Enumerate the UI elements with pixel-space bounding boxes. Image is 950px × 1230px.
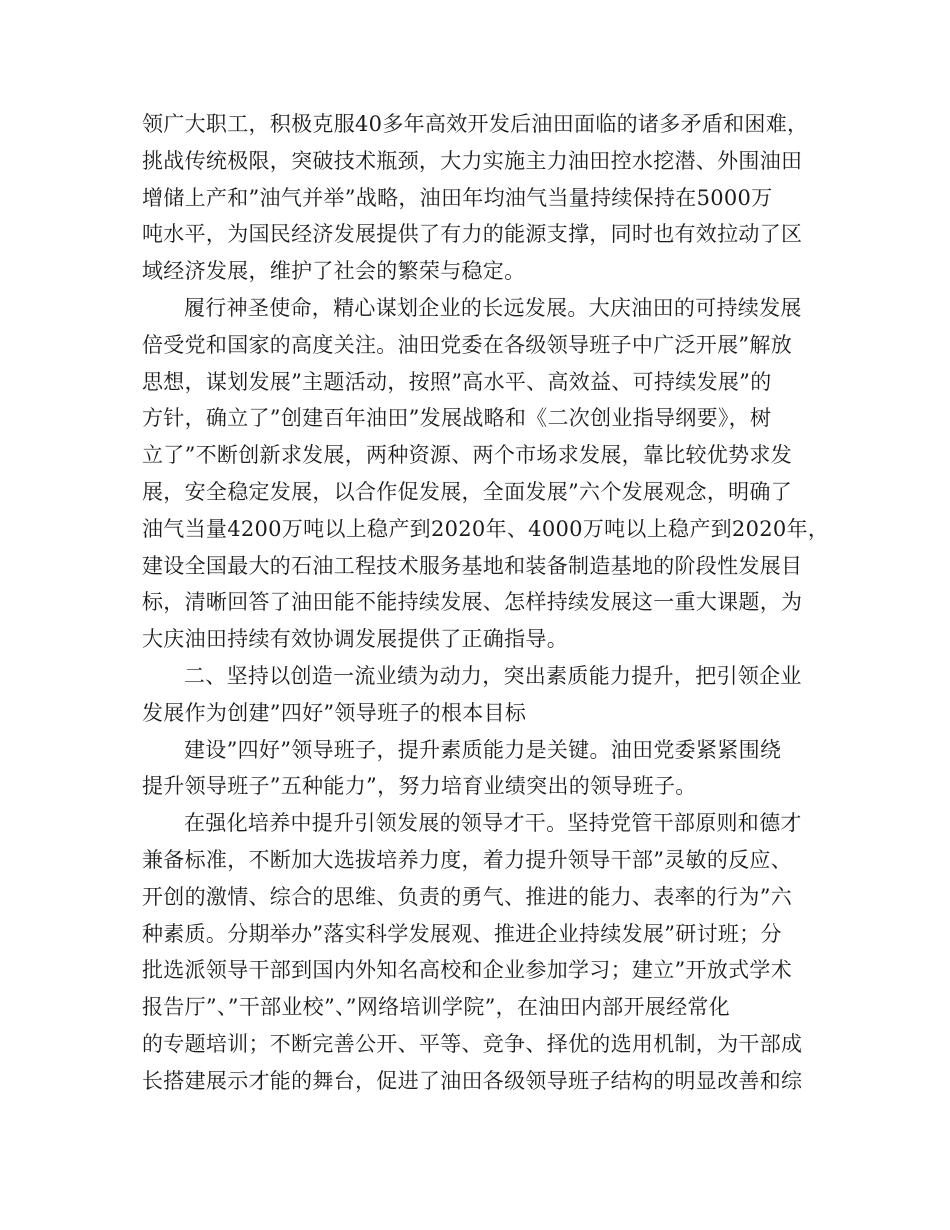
body-text (142, 106, 830, 1100)
section-heading-line: 二、坚持以创造一流业绩为动力，突出素质能力提升，把引领企业 (184, 663, 802, 688)
text-line: 倍受党和国家的高度关注。油田党委在各级领导班子中广泛开展”解放 (142, 332, 793, 357)
text-line: 领广大职工，积极克服40多年高效开发后油田面临的诸多矛盾和困难， (142, 112, 809, 136)
paragraph-start-line: 在强化培养中提升引领发展的领导才干。坚持党管干部原则和德才 (184, 811, 802, 836)
text-line: 标，清晰回答了油田能不能持续发展、怎样持续发展这一重大课题，为 (142, 590, 803, 615)
text-line: 展，安全稳定发展，以合作促发展，全面发展”六个发展观念，明确了 (142, 479, 793, 504)
text-line: 域经济发展，维护了社会的繁荣与稳定。 (142, 259, 526, 284)
text-line: 建设全国最大的石油工程技术服务基地和装备制造基地的阶段性发展目 (142, 553, 803, 578)
text-line: 种素质。分期举办”落实科学发展观、推进企业持续发展”研讨班；分 (142, 921, 782, 946)
text-line: 长搭建展示才能的舞台，促进了油田各级领导班子结构的明显改善和综 (142, 1068, 803, 1093)
text-line: 油气当量4200万吨以上稳产到2020年、4000万吨以上稳产到2020年， (142, 516, 830, 541)
text-line: 的专题培训；不断完善公开、平等、竞争、择优的选用机制，为干部成 (142, 1031, 803, 1056)
text-line: 吨水平，为国民经济发展提供了有力的能源支撑，同时也有效拉动了区 (142, 222, 803, 247)
text-line: 立了”不断创新求发展，两种资源、两个市场求发展，靠比较优势求发 (142, 443, 793, 468)
text-line: 思想，谋划发展”主题活动，按照”高水平、高效益、可持续发展”的 (142, 369, 772, 394)
text-line: 增储上产和”油气并举”战略，油田年均油气当量持续保持在5000万 (142, 185, 773, 210)
paragraph-start-line: 履行神圣使命，精心谋划企业的长远发展。大庆油田的可持续发展 (184, 295, 802, 320)
text-line: 开创的激情、综合的思维、负责的勇气、推进的能力、表率的行为”六 (142, 884, 793, 909)
text-line: 提升领导班子”五种能力”，努力培育业绩突出的领导班子。 (142, 774, 697, 799)
text-line: 挑战传统极限，突破技术瓶颈，大力实施主力油田控水挖潜、外围油田 (142, 148, 803, 173)
text-line: 大庆油田持续有效协调发展提供了正确指导。 (142, 627, 568, 652)
section-heading-line: 发展作为创建”四好”领导班子的根本目标 (142, 700, 527, 725)
text-line: 方针，确立了”创建百年油田”发展战略和《二次创业指导纲要》，树 (142, 406, 772, 431)
text-line: 兼备标准，不断加大选拔培养力度，着力提升领导干部”灵敏的反应、 (142, 847, 793, 872)
text-line: 批选派领导干部到国内外知名高校和企业参加学习；建立”开放式学术 (142, 958, 793, 983)
paragraph-start-line: 建设”四好”领导班子，提升素质能力是关键。油田党委紧紧围绕 (184, 737, 782, 762)
text-line: 报告厅”、”干部业校”、”网络培训学院”，在油田内部开展经常化 (142, 995, 730, 1020)
